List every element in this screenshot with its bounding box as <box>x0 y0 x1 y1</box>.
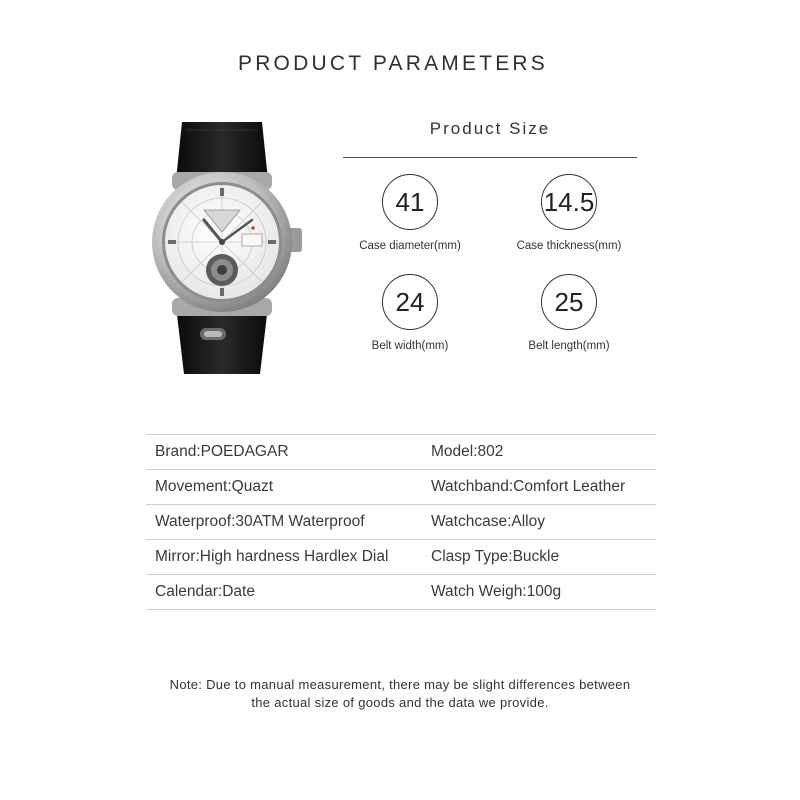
product-size-divider <box>343 157 637 158</box>
table-row <box>146 574 656 610</box>
param-waterproof: Waterproof:30ATM Waterproof <box>155 513 365 530</box>
param-watchcase: Watchcase:Alloy <box>431 513 545 530</box>
spec-belt-width <box>330 274 490 352</box>
spec-belt-length <box>489 274 649 352</box>
belt-length-value: 25 <box>541 274 597 330</box>
table-row <box>146 504 656 539</box>
note-line-1: Note: Due to manual measurement, there may be slight differences between <box>169 677 631 692</box>
belt-length-label: Belt length(mm) <box>528 340 610 352</box>
table-row <box>146 434 656 469</box>
case-diameter-label: Case diameter(mm) <box>359 240 461 252</box>
spec-case-diameter <box>330 174 490 252</box>
param-watch-weight: Watch Weigh:100g <box>431 583 562 600</box>
parameters-table <box>146 434 656 610</box>
param-watchband: Watchband:Comfort Leather <box>431 478 626 495</box>
belt-width-value: 24 <box>382 274 438 330</box>
case-diameter-value: 41 <box>382 174 438 230</box>
param-mirror: Mirror:High hardness Hardlex Dial <box>155 548 389 565</box>
watch-product-image <box>142 120 306 376</box>
page-title: PRODUCT PARAMETERS <box>237 52 549 75</box>
note-line-2: the actual size of goods and the data we provide. <box>251 695 549 710</box>
table-row <box>146 539 656 574</box>
param-calendar: Calendar:Date <box>155 583 255 600</box>
belt-width-label: Belt width(mm) <box>371 340 449 352</box>
param-movement: Movement:Quazt <box>155 478 274 495</box>
measurement-note <box>0 676 800 712</box>
table-row <box>146 469 656 504</box>
param-brand: Brand:POEDAGAR <box>155 443 289 460</box>
product-size-heading: Product Size <box>429 119 551 138</box>
param-clasp-type: Clasp Type:Buckle <box>431 548 560 565</box>
param-model: Model:802 <box>431 443 504 460</box>
case-thickness-value: 14.5 <box>541 174 597 230</box>
case-thickness-label: Case thickness(mm) <box>516 240 622 252</box>
spec-case-thickness <box>489 174 649 252</box>
